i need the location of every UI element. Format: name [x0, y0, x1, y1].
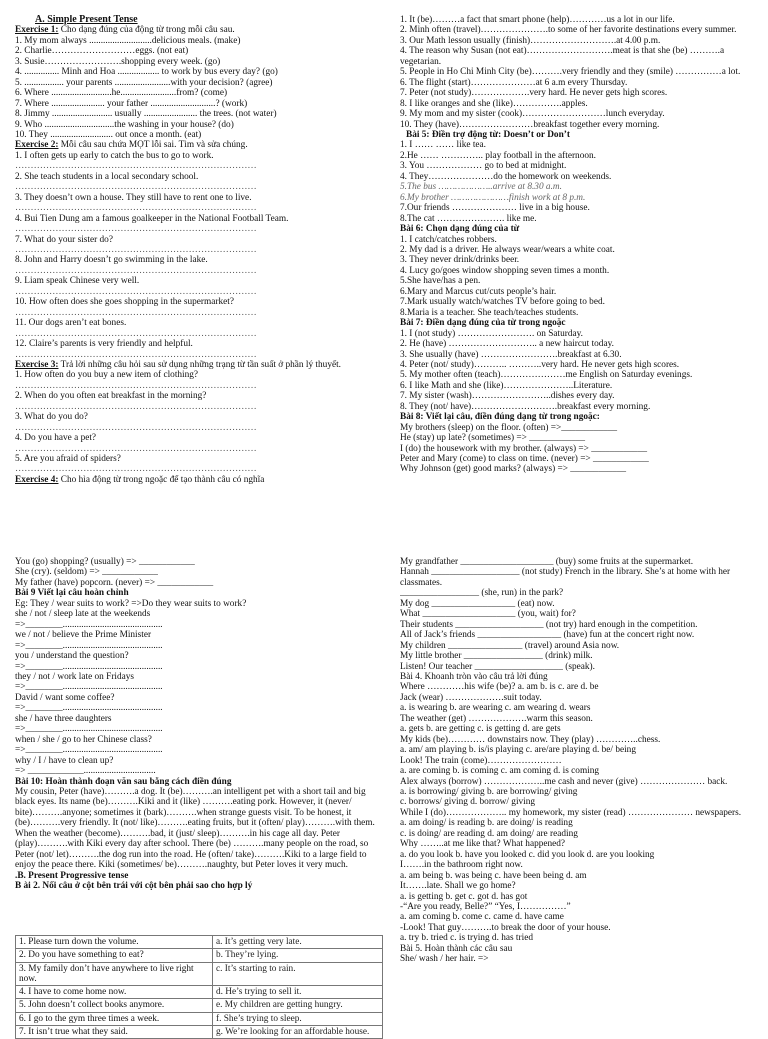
text-line: 7. Where ....................... your father ............................? (work)	[15, 98, 248, 109]
text-line: 8. I like oranges and she (like)…………….apples.	[400, 98, 588, 109]
section-heading: Exercise 3: Trả lời những câu hỏi sau sử dụng những trạng từ tần suất ở phần lý thuyết.	[15, 359, 341, 370]
text-line: a. do you look b. have you looked c. did you look d. are you looking	[400, 849, 655, 860]
text-line: =>________...........................................	[15, 661, 163, 672]
text-line: you / understand the question?	[15, 651, 129, 662]
text-line: 5. Are you afraid of spiders?	[15, 454, 121, 465]
answer-line: ……………………………………………………………………	[15, 401, 257, 412]
text-line: Bài 5. Hoàn thành các câu sau	[400, 943, 513, 954]
text-line: 2. Charlie………………………eggs. (not eat)	[15, 46, 189, 57]
text-line: My kids (be)………… downstairs now. They (play) …………..chess.	[400, 734, 661, 745]
answer-line: ……………………………………………………………………	[15, 443, 257, 454]
text-line: 2. When do you often eat breakfast in the morning?	[15, 391, 207, 402]
match-left-cell: 1. Please turn down the volume.	[16, 936, 213, 949]
bottom-right-column	[400, 557, 758, 965]
text-line: All of Jack’s friends __________________ (have) fun at the concert right now.	[400, 630, 695, 641]
text-line: 2.He …… ………….. play football in the afternoon.	[400, 150, 596, 161]
text-line: My cousin, Peter (have)……….a dog. It (be)……….an intelligent pet with a short tail and big black eyes. Its name (be)……….Kiki and it (like) ……….eating pork. However, it (never/ bite)……….anyone; sometimes it (bark)……….when strange guests visit. To be honest, it (be)……….very friendly. It (not/ like)……….eating fruits, but it (often/ play)……….with them. When the weather (become)……….bad, it (just/ sleep)……….in his cage all day. Peter (play)……….with Kiki every day after school. There (be) ……….many people on the road, so Peter (not/ let)……….the dog run into the road. He (often/ take)……….Kiki to a large field to enjoy the peace there. Kiki (sometimes/ be)……….naughty, but Peter loves it very much.	[15, 786, 375, 871]
top-right-column	[400, 15, 755, 475]
text-line: 10. They (have)……………………breakfast together every morning.	[400, 119, 660, 130]
text-line: Their students ___________________ (not try) hard enough in the competition.	[400, 619, 698, 630]
text-line: she / have three daughters	[15, 713, 112, 724]
text-line: =>________...........................................	[15, 640, 163, 651]
text-line: 6.My brother …………………finish work at 8 p.m.	[400, 192, 586, 203]
text-line: Look! The train (come)……………………	[400, 755, 562, 766]
exercise-label: Exercise 4:	[15, 474, 59, 485]
text-line: =>________...........................................	[15, 682, 163, 693]
text-line: 1. I (not study) ……………………. on Saturday.	[400, 328, 583, 339]
answer-line: ……………………………………………………………………	[15, 244, 257, 255]
text-line: 5. My mother often (teach)…………………me English on Saturday evenings.	[400, 370, 693, 381]
exercise-label: Exercise 2:	[15, 140, 59, 151]
exercise-label: Exercise 1:	[15, 25, 59, 36]
text-line: Eg: They / wear suits to work? =>Do they wear suits to work?	[15, 598, 247, 609]
match-left-cell: 3. My family don’t have anywhere to live right now.	[16, 962, 213, 986]
match-right-cell: f. She’s trying to sleep.	[213, 1012, 383, 1025]
text-line: -“Are you ready, Belle?” “Yes, I……………”	[400, 901, 571, 912]
text-line: Bài 4. Khoanh tròn vào câu trả lời đúng	[400, 671, 548, 682]
text-line: 6. Where ..........................he........................from? (come)	[15, 88, 228, 99]
text-line: 1. It (be)………a fact that smart phone (help)…………us a lot in our life.	[400, 15, 675, 25]
match-row	[16, 936, 383, 949]
match-row	[16, 999, 383, 1012]
section-heading: A. Simple Present Tense	[35, 15, 138, 25]
text-line: a. are coming b. is coming c. am coming d. is coming	[400, 766, 600, 777]
answer-line: ……………………………………………………………………	[15, 224, 257, 235]
text-line: 2. Minh often (travel)………………….to some of her favorite destinations every summer.	[400, 25, 737, 36]
top-left-column	[15, 15, 375, 485]
text-line: 4. Lucy go/goes window shopping seven times a month.	[400, 265, 610, 276]
text-line: we / not / believe the Prime Minister	[15, 630, 152, 641]
text-line: My brothers (sleep) on the floor. (often) =>____________	[400, 422, 618, 433]
section-heading: Exercise 4: Cho hìa động từ trong ngoặc để tạo thành câu có nghĩa	[15, 474, 265, 485]
text-line: David / want some coffee?	[15, 692, 115, 703]
text-line: 9. Who ..............................the washing in your house? (do)	[15, 119, 234, 130]
section-heading: Bài 8: Viết lại câu, điền đúng dạng từ trong ngoặc:	[400, 412, 600, 423]
match-right-cell: b. They’re lying.	[213, 949, 383, 962]
text-line: 7. Peter (not study)……………….very hard. He never gets high scores.	[400, 88, 668, 99]
text-line: 4. Bui Tien Dung am a famous goalkeeper in the National Football Team.	[15, 213, 289, 224]
section-heading: Bài 5: Điền trợ động từ: Doesn’t or Don’t	[406, 129, 570, 140]
text-line: 1. How often do you buy a new item of clothing?	[15, 370, 199, 381]
text-line: 5.She have/has a pen.	[400, 276, 481, 287]
text-line: 2. My dad is a driver. He always wear/wears a white coat.	[400, 244, 615, 255]
section-heading: Exercise 1: Cho dạng đúng của động từ trong mỗi câu sau.	[15, 25, 235, 36]
match-right-cell: g. We’re looking for an affordable house.	[213, 1026, 383, 1039]
text-line: Jack (wear) ……………….suit today.	[400, 692, 542, 703]
match-left-cell: 2. Do you have something to eat?	[16, 949, 213, 962]
text-line: 4. They…………………do the homework on weekends.	[400, 171, 612, 182]
text-line: 4. Do you have a pet?	[15, 433, 97, 444]
text-line: a. am coming b. come c. came d. have came	[400, 912, 564, 923]
section-heading: Bài 6: Chọn dạng đúng của từ	[400, 224, 520, 235]
text-line: 4. ............... Minh and Hoa .................. to work by bus every day? (go)	[15, 67, 278, 78]
text-line: He (stay) up late? (sometimes) => ____________	[400, 433, 586, 444]
text-line: Alex always (borrow) ………………..me cash and never (give) ………………… back.	[400, 776, 728, 787]
text-line: why / I / have to clean up?	[15, 755, 114, 766]
text-line: 2. She teach students in a local secondary school.	[15, 171, 199, 182]
text-line: 3. She usually (have) …………………….breakfast at 6.30.	[400, 349, 622, 360]
text-line: What ____________________ (you, wait) for?	[400, 609, 576, 620]
match-left-cell: 6. I go to the gym three times a week.	[16, 1012, 213, 1025]
section-heading: Bài 7: Điền dạng đúng của từ trong ngoặc	[400, 318, 566, 329]
text-line: Where …………his wife (be)? a. am b. is c. are d. be	[400, 682, 599, 693]
text-line: =>________...........................................	[15, 724, 163, 735]
match-left-cell: 4. I have to come home now.	[16, 986, 213, 999]
text-line: 10. How often does she goes shopping in the supermarket?	[15, 297, 234, 308]
section-heading: B ài 2. Nối câu ở cột bên trái với cột bên phải sao cho hợp lý	[15, 881, 253, 892]
match-row	[16, 1026, 383, 1039]
text-line: 9. My mom and my sister (cook)………………………lunch everyday.	[400, 109, 665, 120]
text-line: 3. What do you do?	[15, 412, 88, 423]
text-line: 3. You ……………… go to bed at midnight.	[400, 161, 567, 172]
text-line: 1. My mom always ...........................delicious meals. (make)	[15, 35, 241, 46]
match-left-cell: 5. John doesn’t collect books anymore.	[16, 999, 213, 1012]
text-line: The weather (get) ……………….warm this season.	[400, 713, 593, 724]
answer-line: ……………………………………………………………………	[15, 422, 257, 433]
text-line: 10. They ........................... out once a month. (eat)	[15, 129, 202, 140]
section-heading: .B. Present Progressive tense	[15, 870, 129, 881]
text-line: they / not / work late on Fridays	[15, 671, 135, 682]
answer-line: ……………………………………………………………………	[15, 286, 257, 297]
text-line: a. am doing/ is reading b. are doing/ is reading	[400, 818, 573, 829]
text-line: a. am being b. was being c. have been being d. am	[400, 870, 587, 881]
text-line: a. is wearing b. are wearing c. am wearing d. wears	[400, 703, 591, 714]
text-line: My little brother _________________ (drink) milk.	[400, 651, 593, 662]
text-line: My grandfather ____________________ (buy) some fruits at the supermarket.	[400, 557, 694, 567]
match-left-cell: 7. It isn’t true what they said.	[16, 1026, 213, 1039]
match-right-cell: e. My children are getting hungry.	[213, 999, 383, 1012]
text-line: 1. I often gets up early to catch the bus to go to work.	[15, 150, 214, 161]
section-heading: Bài 10: Hoàn thành đoạn văn sau bằng cách điền đúng	[15, 776, 232, 787]
text-line: 7. My sister (wash)……………………..dishes every day.	[400, 391, 615, 402]
text-line: 7. What do your sister do?	[15, 234, 113, 245]
text-line: My dog __________________ (eat) now.	[400, 598, 555, 609]
text-line: 5.The bus ………………..arrive at 8.30 a.m.	[400, 182, 562, 193]
text-line: 5. ................. your parents ........................with your decision? (agree)	[15, 77, 273, 88]
section-heading: Bài 9 Viết lại câu hoàn chỉnh	[15, 588, 129, 599]
matching-table	[15, 935, 383, 1039]
text-line: Why ……..at me like that? What happened?	[400, 839, 566, 850]
text-line: when / she / go to her Chinese class?	[15, 734, 152, 745]
text-line: 8.Maria is a teacher. She teach/teaches students.	[400, 307, 579, 318]
text-line: c. borrows/ giving d. borrow/ giving	[400, 797, 536, 808]
match-row	[16, 962, 383, 986]
match-row	[16, 949, 383, 962]
text-line: a. gets b. are getting c. is getting d. are gets	[400, 724, 561, 735]
text-line: It…….late. Shall we go home?	[400, 881, 516, 892]
text-line: Hannah ___________________ (not study) French in the library. She’s at home with her classmates.	[400, 567, 731, 588]
text-line: While I (do)……………….. my homework, my sister (read) ………………… newspapers.	[400, 807, 742, 818]
exercise-label: Exercise 3:	[15, 359, 59, 370]
text-line: 8. Jimmy .......................... usually ....................... the trees. (not water)	[15, 109, 277, 120]
text-line: She (cry). (seldom) => ____________	[15, 567, 158, 578]
match-right-cell: d. He’s trying to sell it.	[213, 986, 383, 999]
text-line: 1. I catch/catches robbers.	[400, 234, 497, 245]
match-right-cell: a. It’s getting very late.	[213, 936, 383, 949]
text-line: Listen! Our teacher ___________________ (speak).	[400, 661, 595, 672]
text-line: a. is borrowing/ giving b. are borrowing/ giving	[400, 786, 578, 797]
text-line: 2. He (have) ……………………….. a new haircut today.	[400, 339, 614, 350]
text-line: _________________ (she, run) in the park?	[400, 588, 564, 599]
answer-line: ……………………………………………………………………	[15, 380, 257, 391]
text-line: a. am/ am playing b. is/is playing c. are/are playing d. be/ being	[400, 745, 636, 756]
text-line: I…….in the bathroom right now.	[400, 860, 523, 871]
text-line: My children ________________ (travel) around Asia now.	[400, 640, 620, 651]
text-line: 1. I …… …… like tea.	[400, 140, 486, 151]
match-row	[16, 986, 383, 999]
text-line: You (go) shopping? (usually) => ____________	[15, 557, 195, 567]
text-line: 11. Our dogs aren’t eat bones.	[15, 318, 127, 329]
text-line: -Look! That guy……….to break the door of your house.	[400, 922, 611, 933]
text-line: 3. They never drink/drinks beer.	[400, 255, 520, 266]
text-line: 6. The flight (start)…………………at 6 a.m every Thursday.	[400, 77, 628, 88]
text-line: =>________...........................................	[15, 745, 163, 756]
answer-line: ……………………………………………………………………	[15, 265, 257, 276]
text-line: she / not / sleep late at the weekends	[15, 609, 151, 620]
text-line: 6. I like Math and she (like)…………………..Literature.	[400, 380, 613, 391]
text-line: She/ wash / her hair. =>	[400, 954, 489, 965]
answer-line: ……………………………………………………………………	[15, 349, 257, 360]
text-line: 9. Liam speak Chinese very well.	[15, 276, 140, 287]
answer-line: ……………………………………………………………………	[15, 203, 257, 214]
text-line: 4. Peter (not/ study)……….. ………..very hard. He never gets high scores.	[400, 359, 680, 370]
text-line: 3. Susie…………………….shopping every week. (go)	[15, 56, 221, 67]
text-line: 8. John and Harry doesn’t go swimming in the lake.	[15, 255, 208, 266]
text-line: =>________...........................................	[15, 619, 163, 630]
text-line: I (do) the housework with my brother. (always) => ____________	[400, 443, 647, 454]
section-heading: Exercise 2: Mỗi câu sau chứa MỘT lỗi sai. Tìm và sửa chúng.	[15, 140, 248, 151]
text-line: 7.Our friends ………………… live in a big house.	[400, 203, 590, 214]
text-line: 7.Mark usually watch/watches TV before going to bed.	[400, 297, 605, 308]
text-line: c. is doing/ are reading d. am doing/ are reading	[400, 828, 578, 839]
text-line: 8.The cat …………………. like me.	[400, 213, 537, 224]
text-line: My father (have) popcorn. (never) => ____________	[15, 577, 214, 588]
text-line: 5. People in Ho Chi Minh City (be)……….very friendly and they (smile) ……………a lot.	[400, 67, 741, 78]
text-line: 3. Our Math lesson usually (finish)……………………….at 4.00 p.m.	[400, 35, 661, 46]
text-line: 12. Claire’s parents is very friendly and helpful.	[15, 339, 193, 350]
answer-line: ……………………………………………………………………	[15, 464, 257, 475]
match-right-cell: c. It’s starting to rain.	[213, 962, 383, 986]
text-line: a. is getting b. get c. got d. has got	[400, 891, 528, 902]
text-line: a. try b. tried c. is trying d. has tried	[400, 933, 533, 944]
text-line: Peter and Mary (come) to class on time. (never) => ____________	[400, 454, 649, 465]
answer-line: ……………………………………………………………………	[15, 307, 257, 318]
text-line: => ____________...............................	[15, 766, 156, 777]
text-line: 8. They (not/ have)……………………….breakfast every morning.	[400, 401, 651, 412]
bottom-left-column	[15, 557, 377, 892]
text-line: =>________...........................................	[15, 703, 163, 714]
answer-line: ……………………………………………………………………	[15, 328, 257, 339]
answer-line: ……………………………………………………………………	[15, 182, 257, 193]
answer-line: ……………………………………………………………………	[15, 161, 257, 172]
text-line: 4. The reason why Susan (not eat)……………………….meat is that she (be) ……….a vegetarian.	[400, 46, 725, 67]
text-line: Why Johnson (get) good marks? (always) => ____________	[400, 464, 627, 475]
text-line: 6.Mary and Marcus cut/cuts people’s hair.	[400, 286, 557, 297]
text-line: 3. They doesn’t own a house. They still have to rent one to live.	[15, 192, 252, 203]
